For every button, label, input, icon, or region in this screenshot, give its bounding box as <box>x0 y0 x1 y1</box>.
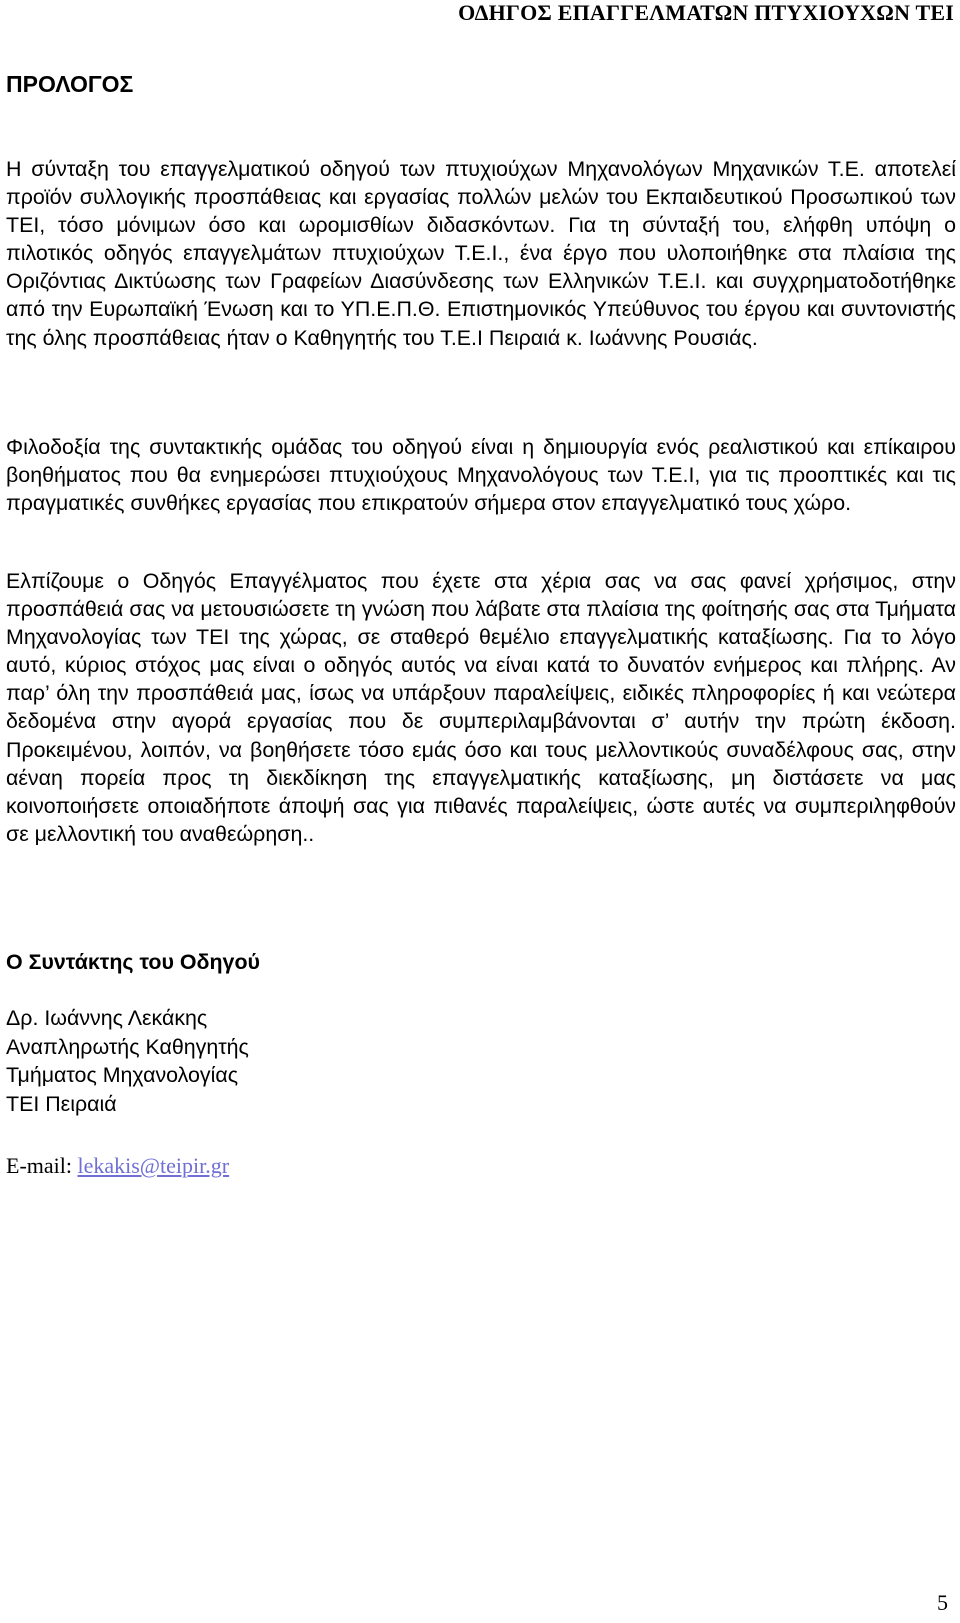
author-name: Δρ. Ιωάννης Λεκάκης <box>6 1006 208 1030</box>
page-number: 5 <box>937 1590 948 1615</box>
running-header: ΟΔΗΓΟΣ ΕΠΑΓΓΕΛΜΑΤΩΝ ΠΤΥΧΙΟΥΧΩΝ ΤΕΙ <box>458 0 954 25</box>
paragraph-hope: Ελπίζουμε ο Οδηγός Επαγγέλματος που έχετε στα χέρια σας να σας φανεί χρήσιμος, στην προσπάθειά σας να μετουσιώσετε τη γνώση που λάβατε στα πλαίσια της φοίτησής σας στα Τμήματα Μηχανολογίας των ΤΕΙ της χώρας, σε σταθερό θεμέλιο επαγγελματικής καταξίωσης. Για το λόγο αυτό, κύριος στόχος μας είναι ο οδηγός αυτός να είναι κατά το δυνατόν ενήμερος και πλήρης. Αν παρ’ όλη την προσπάθειά μας, ίσως να υπάρξουν παραλείψεις, ειδικές πληροφορίες ή και νεώτερα δεδομένα στην αγορά εργασίας που δε συμπεριλαμβάνονται σ’ αυτήν την πρώτη έκδοση. Προκειμένου, λοιπόν, να βοηθήσετε τόσο εμάς όσο και τους μελλοντικούς συναδέλφους σας, στην αέναη πορεία προς τη διεκδίκηση της επαγγελματικής καταξίωσης, μη διστάσετε να μας κοινοποιήσετε οποιαδήποτε άποψή σας για πιθανές παραλείψεις, ώστε αυτές να συμπεριληφθούν σε μελλοντική του αναθεώρηση.. <box>6 569 956 846</box>
paragraph-ambition: Φιλοδοξία της συντακτικής ομάδας του οδηγού είναι η δημιουργία ενός ρεαλιστικού και επίκαιρου βοηθήματος που θα ενημερώσει πτυχιούχους Μηχανολόγους των Τ.Ε.Ι, για τις προοπτικές και τις πραγματικές συνθήκες εργασίας που επικρατούν σήμερα στον επαγγελματικό τους χώρο. <box>6 435 956 516</box>
signoff-heading: Ο Συντάκτης του Οδηγού <box>6 950 260 974</box>
page-title: ΠΡΟΛΟΓΟΣ <box>6 71 134 97</box>
paragraph-intro: Η σύνταξη του επαγγελματικού οδηγού των πτυχιούχων Μηχανολόγων Μηχανικών Τ.Ε. αποτελεί προϊόν συλλογικής προσπάθειας και εργασίας πολλών μελών του Εκπαιδευτικού Προσωπικού των ΤΕΙ, τόσο μόνιμων όσο και ωρομισθίων διδασκόντων. Για τη σύνταξή του, ελήφθη υπόψη ο πιλοτικός οδηγός επαγγελμάτων πτυχιούχων Τ.Ε.Ι., ένα έργο που υλοποιήθηκε στα πλαίσια της Οριζόντιας Δικτύωσης των Γραφείων Διασύνδεσης των Ελληνικών Τ.Ε.Ι. και συγχρηματοδοτήθηκε από την Ευρωπαϊκή Ένωση και το ΥΠ.Ε.Π.Θ. Επιστημονικός Υπεύθυνος του έργου και συντονιστής της όλης προσπάθειας ήταν ο Καθηγητής του Τ.Ε.Ι Πειραιά κ. Ιωάννης Ρουσιάς. <box>6 157 956 350</box>
author-signature <box>6 1004 249 1118</box>
author-position: Αναπληρωτής Καθηγητής <box>6 1034 249 1059</box>
email-label: E-mail: <box>6 1153 72 1178</box>
author-department: Τμήματος Μηχανολογίας <box>6 1063 239 1087</box>
author-institution: ΤΕΙ Πειραιά <box>6 1091 117 1116</box>
email-line <box>6 1152 229 1180</box>
email-link[interactable]: lekakis@teipir.gr <box>77 1153 230 1178</box>
